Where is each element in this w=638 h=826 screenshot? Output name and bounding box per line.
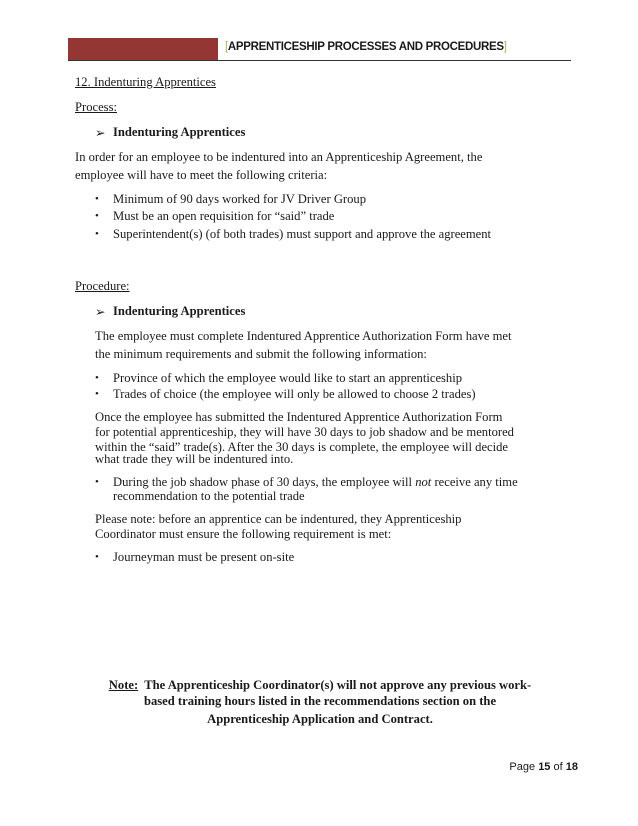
process-para-line: employee will have to meet the following criteria: [75,168,328,182]
list-item: Trades of choice (the employee will only be allowed to choose 2 trades) [113,387,476,401]
bullet-icon: • [95,388,99,400]
bullet-icon: • [95,372,99,384]
procedure-label: Procedure: [75,279,130,293]
header-title [225,41,507,53]
text: of [553,761,563,773]
list-item: Journeyman must be present on-site [113,550,295,564]
text: Page [509,761,536,773]
bullet-icon: • [95,228,99,240]
bullet-icon: • [95,476,99,488]
procedure-para-line: what trade they will be indentured into. [95,452,294,466]
note-text: The Apprenticeship Coordinator(s) will not approve any previous work- [144,678,532,692]
process-para-line: In order for an employee to be indentured into an Apprenticeship Agreement, the [75,150,483,164]
process-subheading: Indenturing Apprentices [113,125,246,139]
header-color-block [68,38,218,60]
bracket: ] [503,41,507,53]
procedure-para-line: for potential apprenticeship, they will have 30 days to job shadow and be mentored [95,425,514,439]
note-line: Apprenticeship Application and Contract. [207,712,433,726]
procedure-para-line: the minimum requirements and submit the following information: [95,347,427,361]
list-item: Minimum of 90 days worked for JV Driver Group [113,192,367,206]
procedure-para-line: Coordinator must ensure the following requirement is met: [95,527,392,541]
bullet-icon: • [95,193,99,205]
section-title: 12. Indenturing Apprentices [75,75,216,89]
process-label: Process: [75,100,117,114]
procedure-para-line: Please note: before an apprentice can be indentured, they Apprenticeship [95,512,462,526]
list-item: Must be an open requisition for “said” trade [113,209,335,223]
list-item: Superintendent(s) (of both trades) must support and approve the agreement [113,227,492,241]
procedure-para-line: within the “said” trade(s). After the 30 days is complete, the employee will decide [95,440,509,454]
note-line [60,678,580,693]
procedure-para-line: The employee must complete Indentured Apprentice Authorization Form have met [95,329,512,343]
header-title-text: APPRENTICESHIP PROCESSES AND PROCEDURES [227,41,504,53]
list-item: Province of which the employee would like to start an apprenticeship [113,371,463,385]
current-page: 15 [538,761,551,773]
note-line: based training hours listed in the recommendations section on the [143,694,497,708]
emphasis: not [415,475,432,489]
arrow-bullet-icon: ➢ [95,126,106,140]
page-number [509,761,578,773]
list-item [113,475,518,490]
procedure-subheading: Indenturing Apprentices [113,304,246,318]
bullet-icon: • [95,551,99,563]
arrow-bullet-icon: ➢ [95,305,106,319]
bullet-icon: • [95,210,99,222]
text: During the job shadow phase of 30 days, the employee will [113,475,416,489]
procedure-para-line: Once the employee has submitted the Indentured Apprentice Authorization Form [95,410,503,424]
bracket: [ [225,41,228,53]
header-rule [68,60,571,61]
list-item-continuation: recommendation to the potential trade [113,489,305,503]
note-label: Note: [108,678,139,692]
total-pages: 18 [565,761,578,773]
text: receive any time [431,475,518,489]
